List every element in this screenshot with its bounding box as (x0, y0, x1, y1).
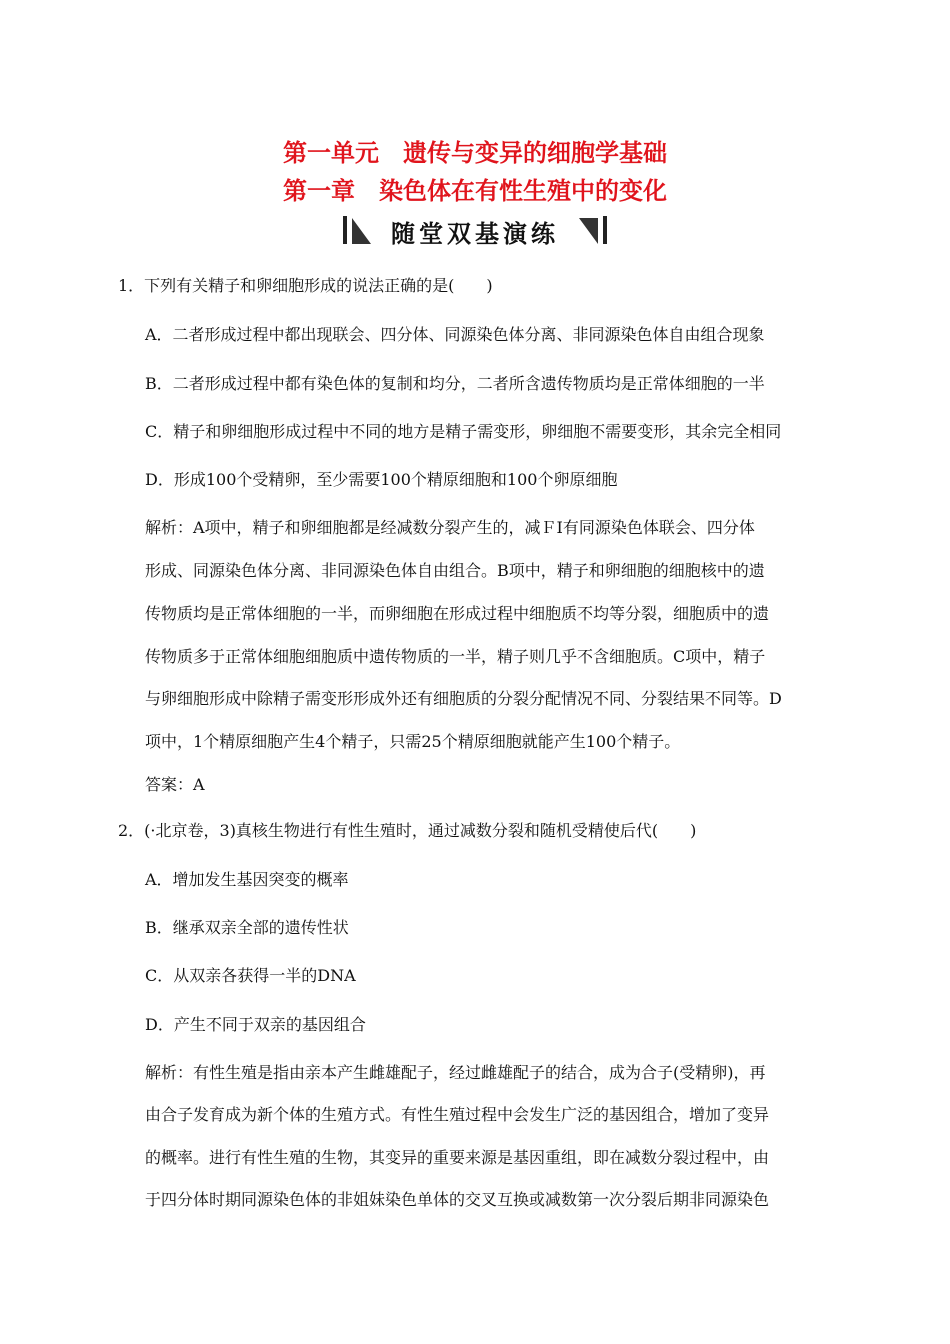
q1-analysis-line: 传物质均是正常体细胞的一半，而卵细胞在形成过程中细胞质不均等分裂，细胞质中的遗 (145, 604, 770, 623)
q2-option-a: A．增加发生基因突变的概率 (145, 870, 349, 889)
unit-title: 第一单元 遗传与变异的细胞学基础 (283, 139, 667, 167)
q1-analysis-line: 解析：A项中，精子和卵细胞都是经减数分裂产生的，减ＦⅠ有同源染色体联会、四分体 (145, 518, 755, 537)
q1-answer: 答案：A (145, 775, 205, 794)
q1-analysis-line: 形成、同源染色体分离、非同源染色体自由组合。B项中，精子和卵细胞的细胞核中的遗 (145, 561, 765, 580)
q2-stem: 2．(·北京卷，3)真核生物进行有性生殖时，通过减数分裂和随机受精使后代( ) (118, 821, 697, 840)
q1-option-a: A．二者形成过程中都出现联会、四分体、同源染色体分离、非同源染色体自由组合现象 (145, 325, 765, 344)
q1-analysis-line: 传物质多于正常体细胞细胞质中遗传物质的一半，精子则几乎不含细胞质。C项中，精子 (145, 647, 766, 666)
q1-option-d: D．形成100个受精卵，至少需要100个精原细胞和100个卵原细胞 (145, 470, 618, 489)
banner-right-icon (577, 212, 607, 248)
section-banner (343, 212, 607, 248)
q2-analysis-line: 的概率。进行有性生殖的生物，其变异的重要来源是基因重组，即在减数分裂过程中，由 (145, 1148, 770, 1167)
q1-stem: 1．下列有关精子和卵细胞形成的说法正确的是( ) (118, 276, 493, 295)
q1-option-c: C．精子和卵细胞形成过程中不同的地方是精子需变形，卵细胞不需要变形，其余完全相同 (145, 422, 782, 441)
q1-option-b: B．二者形成过程中都有染色体的复制和均分，二者所含遗传物质均是正常体细胞的一半 (145, 374, 765, 393)
q2-option-d: D．产生不同于双亲的基因组合 (145, 1015, 366, 1034)
q2-option-b: B．继承双亲全部的遗传性状 (145, 918, 349, 937)
q1-analysis-line: 项中，1个精原细胞产生4个精子，只需25个精原细胞就能产生100个精子。 (145, 732, 681, 751)
q2-analysis-line: 解析：有性生殖是指由亲本产生雌雄配子，经过雌雄配子的结合，成为合子(受精卵)，再 (145, 1063, 766, 1082)
q2-option-c: C．从双亲各获得一半的DNA (145, 966, 356, 985)
chapter-title: 第一章 染色体在有性生殖中的变化 (283, 177, 667, 205)
q2-analysis-line: 于四分体时期同源染色体的非姐妹染色单体的交叉互换或减数第一次分裂后期非同源染色 (145, 1190, 770, 1209)
q2-analysis-line: 由合子发育成为新个体的生殖方式。有性生殖过程中会发生广泛的基因组合，增加了变异 (145, 1105, 770, 1124)
q1-analysis-line: 与卵细胞形成中除精子需变形形成外还有细胞质的分裂分配情况不同、分裂结果不同等。D (145, 689, 782, 708)
banner-label: 随堂双基演练 (391, 220, 559, 248)
